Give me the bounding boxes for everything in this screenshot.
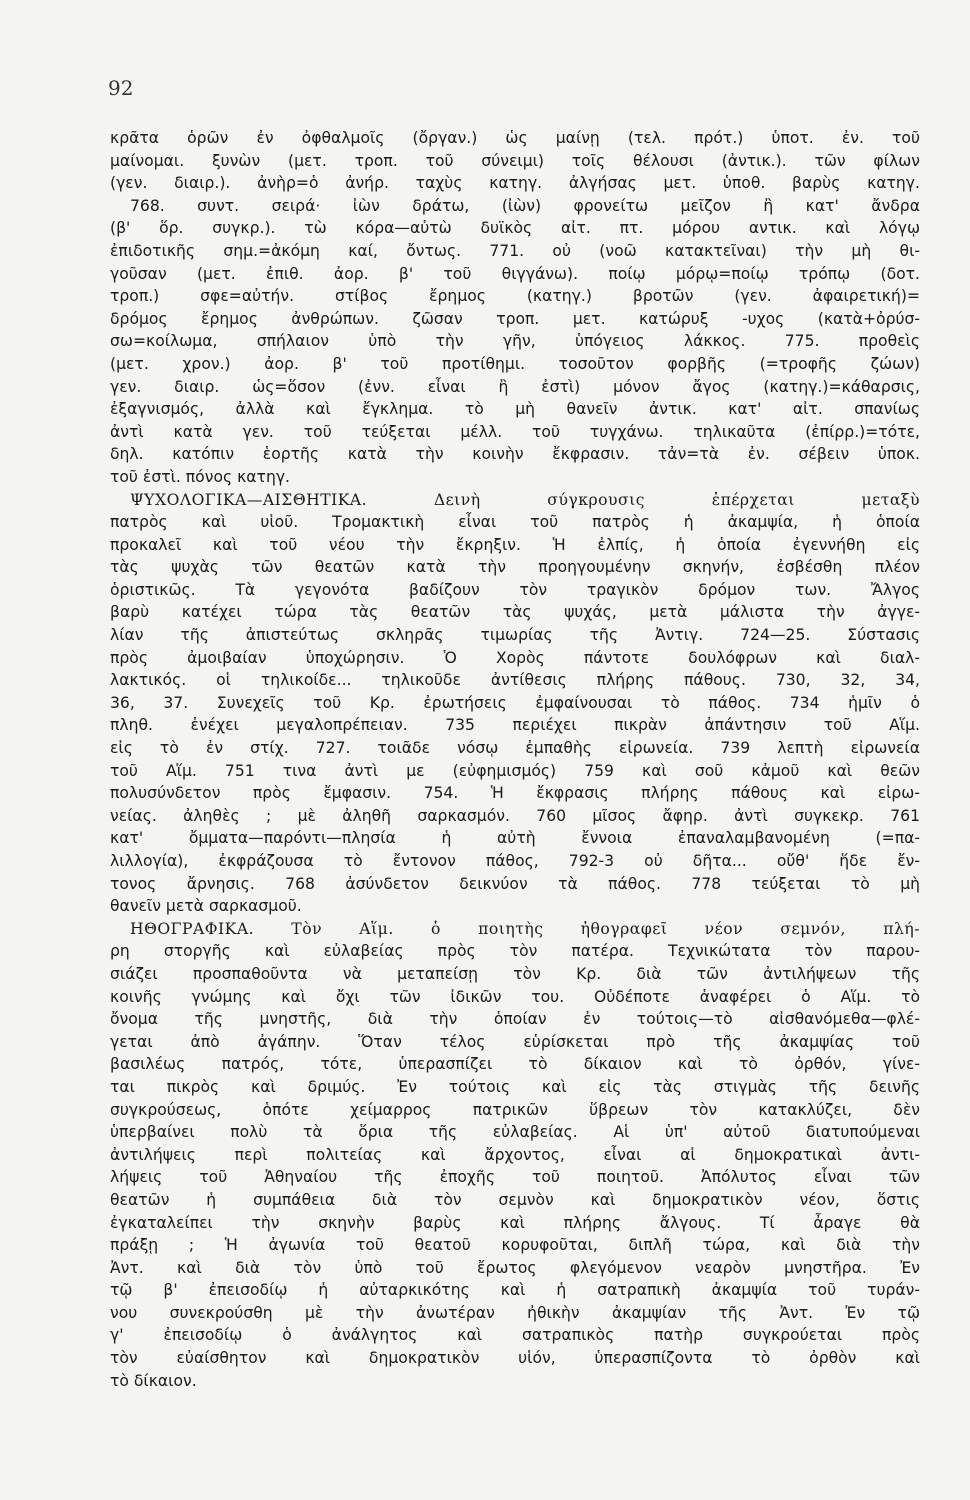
text-line: (β' ὅρ. συγκρ.). τὼ κόρα—αὐτὼ δυϊκὸς αἰτ. πτ. μόρου αντικ. καὶ λόγῳ xyxy=(110,219,920,238)
section-heading-line: ΨΥΧΟΛΟΓΙΚΑ—ΑΙΣΘΗΤΙΚΑ. Δεινὴ σύγκρουσις ἐπέρχεται μεταξὺ xyxy=(130,490,920,509)
text-line: κρᾶτα ὁρῶν ἐν ὀφθαλμοῖς (ὄργαν.) ὡς μαίνῃ (τελ. πρότ.) ὑποτ. ἐν. τοῦ xyxy=(110,129,920,147)
text-line: πολυσύνδετον πρὸς ἔμφασιν. 754. Ἡ ἔκφρασις πλήρης πάθους καὶ εἰρω- xyxy=(110,784,920,803)
section-heading-line: ΗΘΟΓΡΑΦΙΚΑ. Τὸν Αἵμ. ὁ ποιητὴς ἠθογραφεῖ νέον σεμνόν, πλή- xyxy=(130,919,920,938)
text-line: ἀντιλήψεις περὶ πολιτείας καὶ ἄρχοντος, εἶναι αἱ δημοκρατικαὶ ἀντι- xyxy=(110,1145,920,1164)
paragraph-psychological-aesthetic xyxy=(110,489,920,918)
text-line: γεται ἀπὸ ἀγάπην. Ὅταν τέλος εὑρίσκεται πρὸ τῆς ἀκαμψίας τοῦ xyxy=(110,1032,920,1051)
text-line: τὸ δίκαιον. xyxy=(110,1371,197,1390)
text-line: βασιλέως πατρός, τότε, ὑπερασπίζει τὸ δίκαιον καὶ τὸ ὀρθόν, γίνε- xyxy=(110,1055,920,1074)
text-line: λήψεις τοῦ Ἀθηναίου τῆς ἐποχῆς τοῦ ποιητοῦ. Ἀπόλυτος εἶναι τῶν xyxy=(110,1168,920,1187)
text-line: σιάζει προσπαθοῦντα νὰ μεταπείσῃ τὸν Κρ. διὰ τῶν ἀντιλήψεων τῆς xyxy=(110,964,920,983)
text-line: νου συνεκρούσθη μὲ τὴν ἀνωτέραν ἠθικὴν ἀκαμψίαν τῆς Ἀντ. Ἐν τῷ xyxy=(110,1303,920,1322)
text-line: ἐγκαταλείπει τὴν σκηνὴν βαρὺς καὶ πλήρης ἄλγους. Τί ἆραγε θὰ xyxy=(110,1213,920,1232)
text-line: εἰς τὸ ἐν στίχ. 727. τοιᾶδε νόσῳ ἐμπαθὴς εἰρωνεία. 739 λεπτὴ εἰρωνεία xyxy=(110,739,920,758)
text-line: γοῦσαν (μετ. ἐπιθ. ἀορ. β' τοῦ θιγγάνω). ποίῳ μόρῳ=ποίῳ τρόπῳ (δοτ. xyxy=(110,264,920,283)
text-line: γ' ἐπεισοδίῳ ὁ ἀνάλγητος καὶ σατραπικὸς πατὴρ συγκρούεται πρὸς xyxy=(110,1326,920,1345)
text-line: συγκρούσεως, ὁπότε χείμαρρος πατρικῶν ὕβρεων τὸν κατακλύζει, δὲν xyxy=(110,1100,920,1119)
text-line: ρη στοργῆς καὶ εὐλαβείας πρὸς τὸν πατέρα. Τεχνικώτατα τὸν παρου- xyxy=(110,942,920,961)
text-line: ὑπερβαίνει πολὺ τὰ ὅρια τῆς εὐλαβείας. Αἱ ὑπ' αὐτοῦ διατυπούμεναι xyxy=(110,1123,920,1142)
text-line: ἐπιδοτικῆς σημ.=ἀκόμη καί, ὄντως. 771. οὐ (νοῶ κατακτεῖναι) τὴν μὴ θι- xyxy=(110,241,920,260)
text-line: τροπ.) σφε=αὐτήν. στίβος ἔρημος (κατηγ.) βροτῶν (γεν. ἀφαιρετική)= xyxy=(110,287,920,306)
text-line: ται πικρὸς καὶ δριμύς. Ἐν τούτοις καὶ εἰς τὰς στιγμὰς τῆς δεινῆς xyxy=(110,1077,920,1096)
text-line: τοῦ ἐστὶ. πόνος κατηγ. xyxy=(110,467,291,486)
text-line: Ἀντ. καὶ διὰ τὸν ὑπὸ τοῦ ἔρωτος φλεγόμενον νεαρὸν μνηστῆρα. Ἐν xyxy=(110,1258,920,1277)
text-line: πληθ. ἐνέχει μεγαλοπρέπειαν. 735 περιέχει πικρὰν ἀπάντησιν τοῦ Αἵμ. xyxy=(110,716,920,735)
text-line: τὸν εὐαίσθητον καὶ δημοκρατικὸν υἱόν, ὑπερασπίζοντα τὸ ὀρθὸν καὶ xyxy=(110,1349,920,1368)
text-line: τοῦ Αἵμ. 751 τινα ἀντὶ με (εὐφημισμός) 759 καὶ σοῦ κἀμοῦ καὶ θεῶν xyxy=(110,761,920,780)
page-number: 92 xyxy=(108,76,134,100)
text-line: λακτικός. οἱ τηλικοίδε... τηλικοῦδε ἀντίθεσις πλήρης πάθους. 730, 32, 34, xyxy=(110,671,920,690)
text-line: θεατῶν ἡ συμπάθεια διὰ τὸν σεμνὸν καὶ δημοκρατικὸν νέον, ὅστις xyxy=(110,1190,920,1209)
text-line: δρόμος ἔρημος ἀνθρώπων. ζῶσαν τροπ. μετ. κατώρυξ -υχος (κατὰ+ὀρύσ- xyxy=(110,309,920,328)
text-line: μαίνομαι. ξυνὼν (μετ. τροπ. τοῦ σύνειμι) τοῖς θέλουσι (ἀντικ.). τῶν φίλων xyxy=(110,151,920,170)
paragraph-ethographic xyxy=(110,918,920,1392)
text-line: θανεῖν μετὰ σαρκασμοῦ. xyxy=(110,897,302,916)
text-line: προκαλεῖ καὶ τοῦ νέου τὴν ἔκρηξιν. Ἡ ἐλπίς, ἡ ὁποία ἐγεννήθη εἰς xyxy=(110,535,920,554)
text-line: ὄνομα τῆς μνηστῆς, διὰ τὴν ὁποίαν ἐν τούτοις—τὸ αἰσθανόμεθα—φλέ- xyxy=(110,1010,920,1029)
text-line: νείας. ἀληθὲς ; μὲ ἀληθῆ σαρκασμόν. 760 μῖσος ἄφηρ. ἀντὶ συγκεκρ. 761 xyxy=(110,806,920,825)
text-line: κοινῆς γνώμης καὶ ὄχι τῶν ἰδικῶν του. Οὐδέποτε ἀναφέρει ὁ Αἵμ. τὸ xyxy=(110,987,920,1006)
text-line: 36, 37. Συνεχεῖς τοῦ Κρ. ἐρωτήσεις ἐμφαίνουσαι τὸ πάθος. 734 ἡμῖν ὁ xyxy=(110,693,920,712)
text-line: δηλ. κατόπιν ἑορτῆς κατὰ τὴν κοινὴν ἔκφρασιν. τἀν=τὰ ἐν. σέβειν ὑποκ. xyxy=(110,445,920,464)
text-line: σω=κοίλωμα, σπήλαιον ὑπὸ τὴν γῆν, ὑπόγειος λάκκος. 775. προθεὶς xyxy=(110,332,920,351)
text-line: πρὸς ἀμοιβαίαν ὑποχώρησιν. Ὁ Χορὸς πάντοτε δουλόφρων καὶ διαλ- xyxy=(110,648,920,667)
text-line: γεν. διαιρ. ὡς=ὅσον (ἐνν. εἶναι ἢ ἐστὶ) μόνον ἄγος (κατηγ.)=κάθαρσις, xyxy=(110,377,920,396)
text-line: ἐξαγνισμός, ἀλλὰ καὶ ἔγκλημα. τὸ μὴ θανεῖν ἀντικ. κατ' αἰτ. σπανίως xyxy=(110,400,920,419)
text-line: πράξῃ ; Ἡ ἀγωνία τοῦ θεατοῦ κορυφοῦται, διπλῆ τώρα, καὶ διὰ τὴν xyxy=(110,1236,920,1255)
text-line: πατρὸς καὶ υἱοῦ. Τρομακτικὴ εἶναι τοῦ πατρὸς ἡ ἀκαμψία, ἡ ὁποία xyxy=(110,513,920,532)
text-line: τονος ἄρνησις. 768 ἀσύνδετον δεικνύον τὰ πάθος. 778 τεύξεται τὸ μὴ xyxy=(110,874,920,893)
text-line: 768. συντ. σειρά· ἰὼν δράτω, (ἰὼν) φρονείτω μεῖζον ἢ κατ' ἄνδρα xyxy=(130,196,920,215)
paragraph-commentary xyxy=(110,127,920,489)
text-line: λιλλογία), ἐκφράζουσα τὸ ἔντονον πάθος, 792-3 οὐ δῆτα... οὔθ' ἥδε ἔν- xyxy=(110,852,920,870)
text-line: λίαν τῆς ἀπιστεύτως σκληρᾶς τιμωρίας τῆς Ἀντιγ. 724—25. Σύστασις xyxy=(110,626,920,645)
text-line: βαρὺ κατέχει τώρα τὰς θεατῶν τὰς ψυχάς, μετὰ μάλιστα τὴν ἀγγε- xyxy=(110,603,920,622)
text-line: (μετ. χρον.) ἀορ. β' τοῦ προτίθημι. τοσοῦτον φορβῆς (=τροφῆς ζώων) xyxy=(110,354,920,373)
page-body xyxy=(110,127,920,1392)
text-line: τῷ β' ἐπεισοδίῳ ἡ αὐταρκικότης καὶ ἡ σατραπικὴ ἀκαμψία τοῦ τυράν- xyxy=(110,1281,920,1300)
text-line: (γεν. διαιρ.). ἀνὴρ=ὁ ἀνήρ. ταχὺς κατηγ. ἀλγήσας μετ. ὑποθ. βαρὺς κατηγ. xyxy=(110,174,920,193)
text-line: κατ' ὄμματα—παρόντι—πλησία ἡ αὐτὴ ἔννοια ἐπαναλαμβανομένη (=πα- xyxy=(110,829,920,848)
text-line: τὰς ψυχὰς τῶν θεατῶν κατὰ τὴν προηγουμένην σκηνήν, ἐσβέσθη πλέον xyxy=(110,558,920,577)
text-line: ὁριστικῶς. Τὰ γεγονότα βαδίζουν τὸν τραγικὸν δρόμον των. Ἄλγος xyxy=(110,580,920,599)
text-line: ἀντὶ κατὰ γεν. τοῦ τεύξεται μέλλ. τοῦ τυγχάνω. τηλικαῦτα (ἐπίρρ.)=τότε, xyxy=(110,422,920,441)
